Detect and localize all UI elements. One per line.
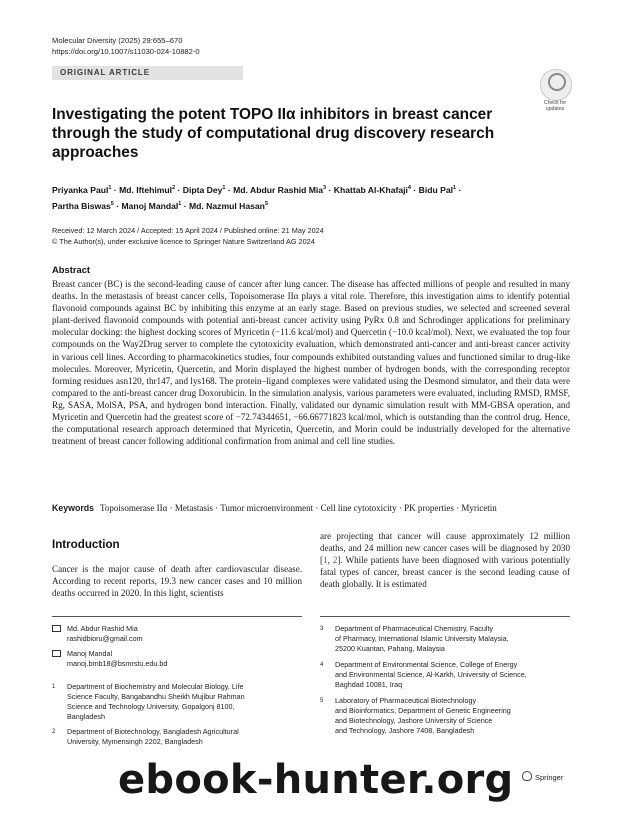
- correspondence-2: [52, 649, 302, 671]
- springer-horse-icon: [522, 771, 532, 781]
- correspondent-email[interactable]: manoj.bmb18@bsmrstu.edu.bd: [67, 659, 168, 668]
- author-affiliation-mark: 2: [172, 185, 176, 191]
- citation-separator: ,: [327, 555, 333, 566]
- citation-link[interactable]: 1: [323, 555, 328, 566]
- affiliation-3: [320, 624, 570, 656]
- correspondence-text: [67, 649, 292, 669]
- affiliation-text: [335, 624, 560, 654]
- author-name[interactable]: Manoj Mandal: [121, 200, 179, 211]
- affiliation-line: Science Faculty, Bangabandhu Sheikh Mujibur Rahman: [67, 692, 245, 701]
- author-affiliation-mark: 5: [264, 200, 268, 207]
- author-name[interactable]: Khattab Al‑Khafaji: [333, 184, 408, 195]
- affiliation-line: and Biotechnology, Jashore University of Science: [335, 716, 493, 725]
- affiliation-number: 2: [52, 729, 56, 735]
- intro-left-column: Cancer is the major cause of death after cardiovascular disease. According to recent reports, 19.3 new cancer cases and 10 million deaths occurred in 2020. In this light, scientists: [52, 564, 302, 599]
- affiliation-line: and Technology, Jashore 7408, Bangladesh: [335, 726, 475, 735]
- author-affiliation-mark: 3: [323, 185, 327, 191]
- intro-right-text-a: are projecting that cancer will cause approximately 12 million deaths, and 24 million new cancer cases will be diagnosed by 2030 [: [320, 531, 570, 566]
- introduction-heading: Introduction: [52, 538, 120, 551]
- keywords-heading: Keywords: [52, 503, 95, 513]
- abstract-text: Breast cancer (BC) is the second-leading cause of cancer after lung cancer. The disease has affected millions of people and resulted in many deaths. In the metastasis of breast cancer cells, Topoisomerase IIα plays a vital role. Therefore, this investigation aims to identify potential flavonoid compounds against BC by inhibiting this enzyme at an early stage. Based on previous studies, we selected and screened several plant-derived flavonoid compounds with potential anti-breast cancer activity using PyRx 0.8 and Schrodinger applications for preliminary molecular docking: the highest docking scores of Myricetin (−11.6 kcal/mol) and Quercetin (−10.0 kcal/mol). Next, we evaluated the top four compounds on the Way2Drug server to complete the cytotoxicity evaluation, which demonstrated anti-cancer and anti-breast cancer activity in various cell lines. According to pharmacokinetics studies, four compounds exhibited outstanding values and functioned similar to drug-like molecules. Moreover, Myricetin, Quercetin, and Morin displayed the highest number of hydrogen bonds, with the corresponding receptor forming residues asn120, thr147, and lys168. The protein–ligand complexes were validated using the Desmond simulator, and their data were compared to the anti-breast cancer drug Doxorubicin. In the simulation analysis, various parameters were evaluated, including RMSD, RMSF, Rg, SASA, MolSA, PSA, and hydrogen bond interaction. Finally, validated our dynamic simulation result with MM-GBSA operation, and Myricetin and Quercetin had the greatest score of −72.74344651, −66.66771823 kcal/mol, which is outstanding than the control drug. Hence, the computational research approach determined that Myricetin, Quercetin, and Morin could be industrially developed for the alternative treatment of breast cancer following additional confirmation from animal and cell line studies.: [52, 279, 570, 447]
- publisher-name: Springer: [535, 773, 564, 782]
- author-affiliation-mark: 5: [110, 200, 114, 207]
- abstract-heading: Abstract: [52, 264, 91, 275]
- affiliation-5: [320, 696, 570, 738]
- journal-citation: Molecular Diversity (2025) 29:655–670: [52, 36, 183, 45]
- affiliation-1: [52, 682, 302, 724]
- article-type-label: ORIGINAL ARTICLE: [60, 68, 150, 77]
- affiliation-line: University, Mymensingh 2202, Bangladesh: [67, 737, 203, 746]
- author-name[interactable]: Md. Abdur Rashid Mia: [233, 184, 324, 195]
- publication-dates: [52, 225, 324, 247]
- affiliation-text: [335, 696, 560, 736]
- affiliation-line: Department of Biochemistry and Molecular Biology, Life: [67, 682, 244, 691]
- affiliation-line: Science and Technology University, Gopalgonj 8100,: [67, 702, 235, 711]
- intro-right-column: [320, 530, 570, 590]
- article-type-bar: [52, 66, 243, 80]
- affiliation-text: [335, 660, 560, 690]
- affiliation-line: Bangladesh: [67, 712, 105, 721]
- envelope-icon: [52, 650, 61, 657]
- author-affiliation-mark: 1: [108, 185, 112, 191]
- doi-link[interactable]: https://doi.org/10.1007/s11030-024-10882-0: [52, 47, 200, 56]
- affiliation-line: Department of Environmental Science, College of Energy: [335, 660, 518, 669]
- affiliation-text: [67, 682, 292, 722]
- watermark-text: ebook-hunter.org: [118, 757, 514, 803]
- affiliation-text: [67, 727, 292, 747]
- author-name[interactable]: Md. Iftehimul: [119, 184, 173, 195]
- affiliation-line: 25200 Kuantan, Pahang, Malaysia: [335, 644, 445, 653]
- intro-right-text-b: ]. While patients have been diagnosed with various potentially fatal types of cancer, breast cancer is the second leading cause of death globally. It is estimated: [320, 555, 570, 590]
- affiliation-line: Department of Pharmaceutical Chemistry, Faculty: [335, 624, 494, 633]
- envelope-icon: [52, 625, 61, 632]
- author-name[interactable]: Priyanka Paul: [52, 184, 109, 195]
- footnote-divider-right: [320, 616, 570, 617]
- paper-title: Investigating the potent TOPO IIα inhibitors in breast cancer through the study of computational drug discovery research approaches: [52, 106, 495, 161]
- author-list: [52, 181, 572, 213]
- affiliation-line: Laboratory of Pharmaceutical Biotechnology: [335, 696, 477, 705]
- footnote-divider-left: [52, 616, 302, 617]
- author-name[interactable]: Md. Nazmul Hasan: [189, 200, 265, 211]
- affiliation-4: [320, 660, 570, 692]
- check-label-line2: updates: [545, 106, 565, 112]
- affiliation-line: and Bioinformatics, Department of Genetic Engineering: [335, 706, 511, 715]
- check-label-line1: Check for: [543, 100, 567, 106]
- affiliation-line: and Environmental Science, Al-Karkh, University of Science,: [335, 670, 527, 679]
- refresh-icon: [548, 73, 566, 91]
- affiliation-number: 5: [320, 698, 324, 704]
- affiliation-line: of Pharmacy, International Islamic University Malaysia,: [335, 634, 509, 643]
- citation-link[interactable]: 2: [332, 555, 338, 566]
- author-name[interactable]: Bidu Pal: [418, 184, 454, 195]
- author-affiliation-mark: 1: [453, 185, 457, 191]
- publisher-mark: [522, 771, 563, 782]
- history-dates: Received: 12 March 2024 / Accepted: 15 April 2024 / Published online: 21 May 2024: [52, 226, 324, 235]
- affiliation-line: Baghdad 10081, Iraq: [335, 680, 403, 689]
- affiliation-line: Department of Biotechnology, Bangladesh Agricultural: [67, 727, 239, 736]
- author-affiliation-mark: 1: [222, 185, 226, 191]
- keywords-text: Topoisomerase IIα · Metastasis · Tumor microenvironment · Cell line cytotoxicity · PK properties · Myricetin: [100, 503, 497, 513]
- correspondence-1: [52, 624, 302, 646]
- affiliation-number: 1: [52, 684, 56, 690]
- author-line-1: Priyanka Paul$^1$ · Md. Iftehimul$^2$ · Dipta Dey$^1$ · Md. Abdur Rashid Mia$^3$ · Khattab Al‑Khafaji$^4$ · Bidu Pal$^1$ ·: [52, 184, 462, 195]
- author-affiliation-mark: 4: [407, 185, 411, 191]
- check-for-updates-label[interactable]: [533, 100, 577, 112]
- affiliation-2: [52, 727, 302, 749]
- keywords-block: [52, 502, 582, 514]
- author-name[interactable]: Partha Biswas: [52, 200, 111, 211]
- correspondence-text: [67, 624, 292, 644]
- correspondent-name: Md. Abdur Rashid Mia: [67, 624, 138, 633]
- correspondent-name: Manoj Mandal: [67, 649, 113, 658]
- journal-header: [52, 35, 200, 57]
- check-for-updates-icon[interactable]: [540, 69, 572, 101]
- author-name[interactable]: Dipta Dey: [182, 184, 223, 195]
- copyright-line: © The Author(s), under exclusive licence to Springer Nature Switzerland AG 2024: [52, 237, 315, 246]
- author-line-2: Partha Biswas$^5$ · Manoj Mandal$^1$ · Md. Nazmul Hasan$^5$: [52, 200, 268, 211]
- affiliation-number: 4: [320, 662, 324, 668]
- author-affiliation-mark: 1: [178, 200, 182, 207]
- correspondent-email[interactable]: rashidbioru@gmail.com: [67, 634, 143, 643]
- affiliation-number: 3: [320, 626, 324, 632]
